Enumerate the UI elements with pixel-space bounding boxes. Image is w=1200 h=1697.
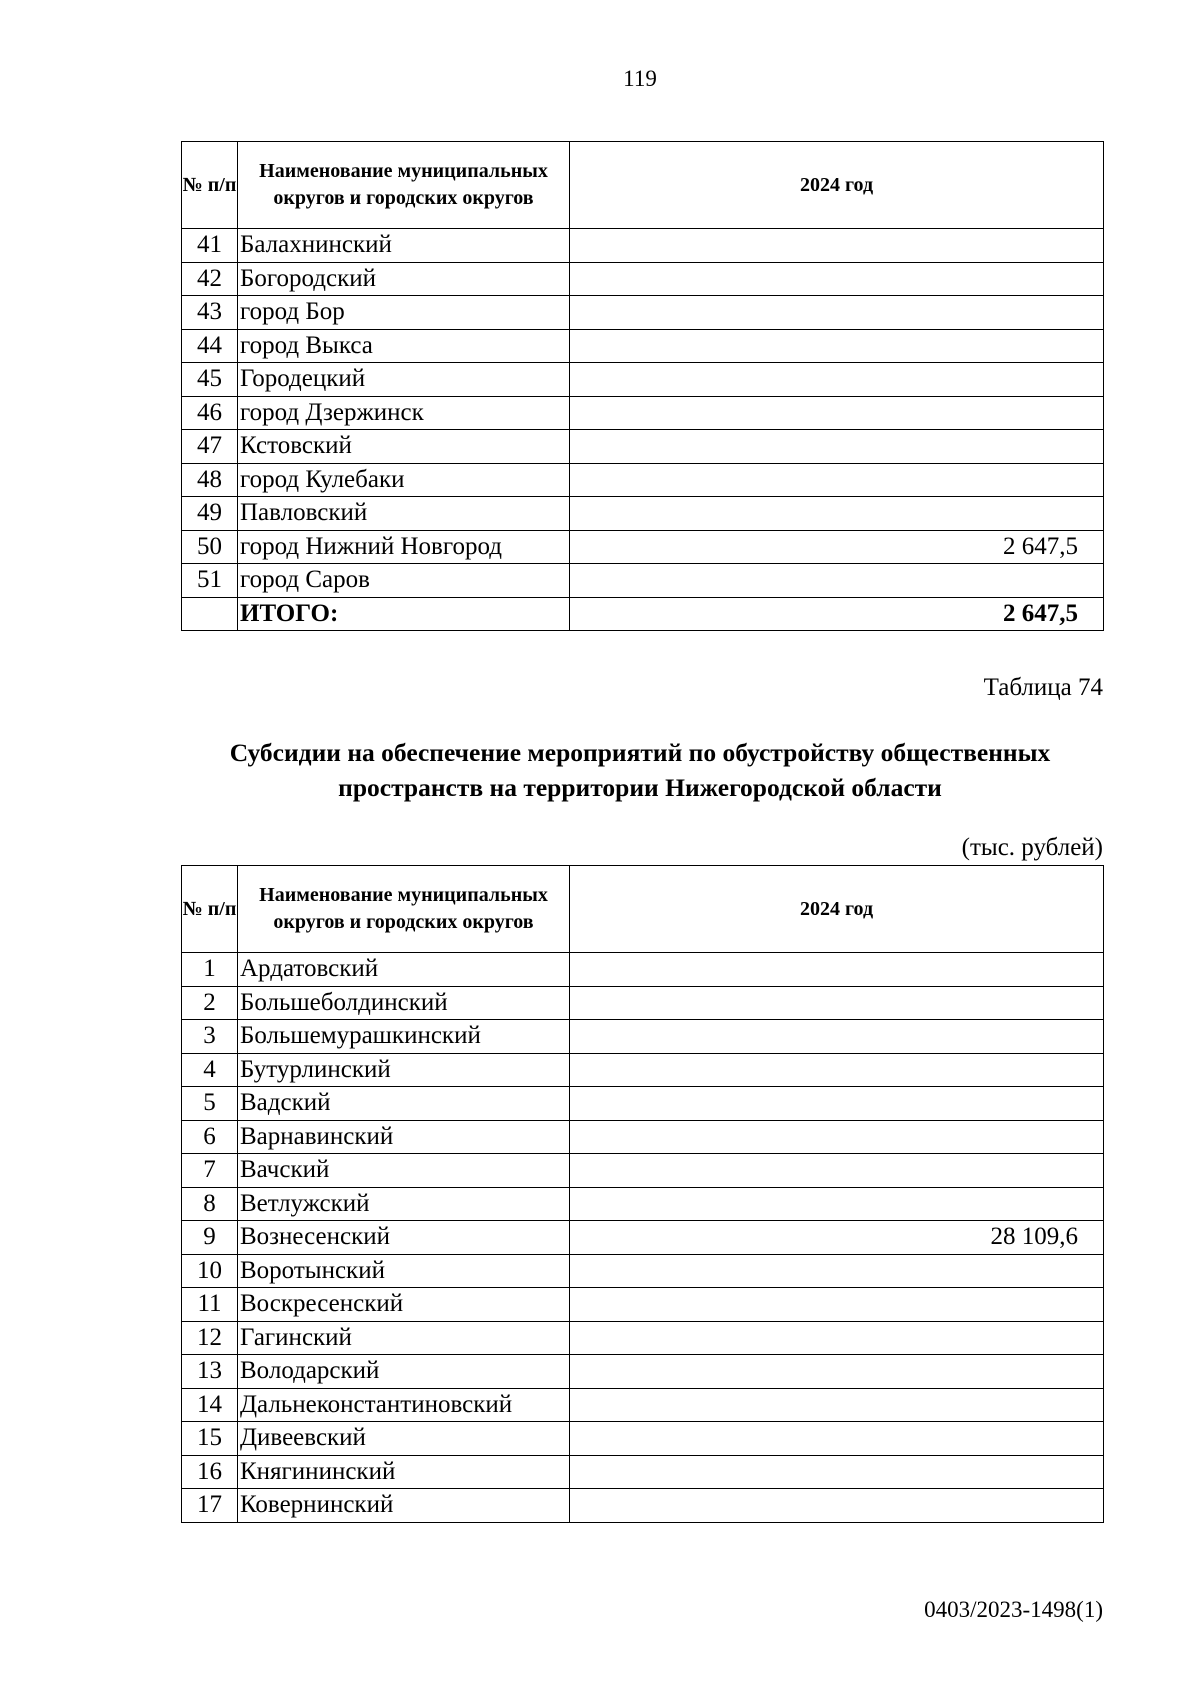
row-name: Бутурлинский [238,1053,570,1087]
table-row [182,1422,1104,1456]
table-row [182,953,1104,987]
row-name: город Нижний Новгород [238,530,570,564]
table-row [182,1288,1104,1322]
units-label: (тыс. рублей) [961,834,1103,861]
row-name: Варнавинский [238,1120,570,1154]
row-number: 6 [182,1120,238,1154]
row-number: 41 [182,229,238,263]
row-value [570,296,1104,330]
total-value: 2 647,5 [570,597,1104,631]
table-row [182,1254,1104,1288]
row-number: 47 [182,430,238,464]
row-name: Княгининский [238,1455,570,1489]
header-num: № п/п [182,866,238,953]
row-value [570,1154,1104,1188]
table-caption: Таблица 74 [983,674,1103,701]
row-value [570,1120,1104,1154]
row-number: 44 [182,329,238,363]
row-value [570,1321,1104,1355]
table-row [182,229,1104,263]
row-name: Балахнинский [238,229,570,263]
row-value [570,1489,1104,1523]
row-value [570,363,1104,397]
row-name: Большемурашкинский [238,1020,570,1054]
total-row [182,597,1104,631]
table-title-line-2: пространств на территории Нижегородской области [338,773,942,802]
table-header-row [182,866,1104,953]
row-number: 2 [182,986,238,1020]
row-value: 2 647,5 [570,530,1104,564]
table-row [182,1455,1104,1489]
table-title [160,735,1120,805]
table-row [182,1087,1104,1121]
row-number: 1 [182,953,238,987]
row-name: Богородский [238,262,570,296]
row-value [570,463,1104,497]
table-row [182,296,1104,330]
table-row [182,497,1104,531]
table-row [182,1187,1104,1221]
row-number: 5 [182,1087,238,1121]
row-name: Воскресенский [238,1288,570,1322]
row-value [570,396,1104,430]
row-value [570,986,1104,1020]
row-value [570,953,1104,987]
row-name: город Саров [238,564,570,598]
row-name: Дальнеконстантиновский [238,1388,570,1422]
table-row [182,396,1104,430]
table-row [182,1120,1104,1154]
row-value [570,1020,1104,1054]
header-year: 2024 год [570,142,1104,229]
table-row [182,986,1104,1020]
table-row [182,463,1104,497]
row-name: Городецкий [238,363,570,397]
row-name: город Бор [238,296,570,330]
row-number: 48 [182,463,238,497]
row-name: Вадский [238,1087,570,1121]
table-row [182,363,1104,397]
row-value: 28 109,6 [570,1221,1104,1255]
table-row [182,262,1104,296]
row-number: 46 [182,396,238,430]
subsidy-table-74 [181,865,1104,1523]
row-number: 11 [182,1288,238,1322]
row-name: Вачский [238,1154,570,1188]
header-year: 2024 год [570,866,1104,953]
table-row [182,530,1104,564]
subsidy-table-continued [181,141,1104,631]
row-number: 7 [182,1154,238,1188]
row-number: 8 [182,1187,238,1221]
header-name: Наименование муниципальных округов и городских округов [238,142,570,229]
document-code: 0403/2023-1498(1) [924,1597,1103,1622]
row-name: Гагинский [238,1321,570,1355]
row-number: 43 [182,296,238,330]
row-name: Воротынский [238,1254,570,1288]
table-row [182,1020,1104,1054]
row-value [570,1355,1104,1389]
page-number: 119 [623,66,657,91]
table-row [182,1388,1104,1422]
row-value [570,1087,1104,1121]
header-num: № п/п [182,142,238,229]
row-name: Ковернинский [238,1489,570,1523]
row-number: 50 [182,530,238,564]
row-number: 45 [182,363,238,397]
row-value [570,262,1104,296]
row-number: 15 [182,1422,238,1456]
table-row [182,430,1104,464]
row-number: 14 [182,1388,238,1422]
row-value [570,1053,1104,1087]
row-number: 9 [182,1221,238,1255]
row-name: Ветлужский [238,1187,570,1221]
row-value [570,430,1104,464]
row-name: Большеболдинский [238,986,570,1020]
table-header-row [182,142,1104,229]
row-number: 12 [182,1321,238,1355]
row-number: 17 [182,1489,238,1523]
row-value [570,564,1104,598]
total-label: ИТОГО: [238,597,570,631]
row-value [570,497,1104,531]
table-row [182,1221,1104,1255]
row-number: 49 [182,497,238,531]
table-row [182,564,1104,598]
row-value [570,229,1104,263]
table-row [182,1489,1104,1523]
table-row [182,1355,1104,1389]
row-value [570,1187,1104,1221]
row-name: город Кулебаки [238,463,570,497]
table-row [182,1053,1104,1087]
row-value [570,1388,1104,1422]
row-value [570,1254,1104,1288]
row-number: 13 [182,1355,238,1389]
row-value [570,1288,1104,1322]
row-value [570,1422,1104,1456]
row-number: 51 [182,564,238,598]
header-name: Наименование муниципальных округов и городских округов [238,866,570,953]
row-name: город Дзержинск [238,396,570,430]
row-number: 3 [182,1020,238,1054]
row-name: Ардатовский [238,953,570,987]
total-num-cell [182,597,238,631]
table-row [182,1154,1104,1188]
row-name: город Выкса [238,329,570,363]
row-value [570,329,1104,363]
row-name: Володарский [238,1355,570,1389]
table-title-line-1: Субсидии на обеспечение мероприятий по обустройству общественных [229,738,1051,767]
table-row [182,1321,1104,1355]
row-name: Дивеевский [238,1422,570,1456]
row-number: 16 [182,1455,238,1489]
row-name: Кстовский [238,430,570,464]
row-number: 4 [182,1053,238,1087]
table-row [182,329,1104,363]
row-name: Павловский [238,497,570,531]
row-name: Вознесенский [238,1221,570,1255]
row-value [570,1455,1104,1489]
row-number: 42 [182,262,238,296]
row-number: 10 [182,1254,238,1288]
